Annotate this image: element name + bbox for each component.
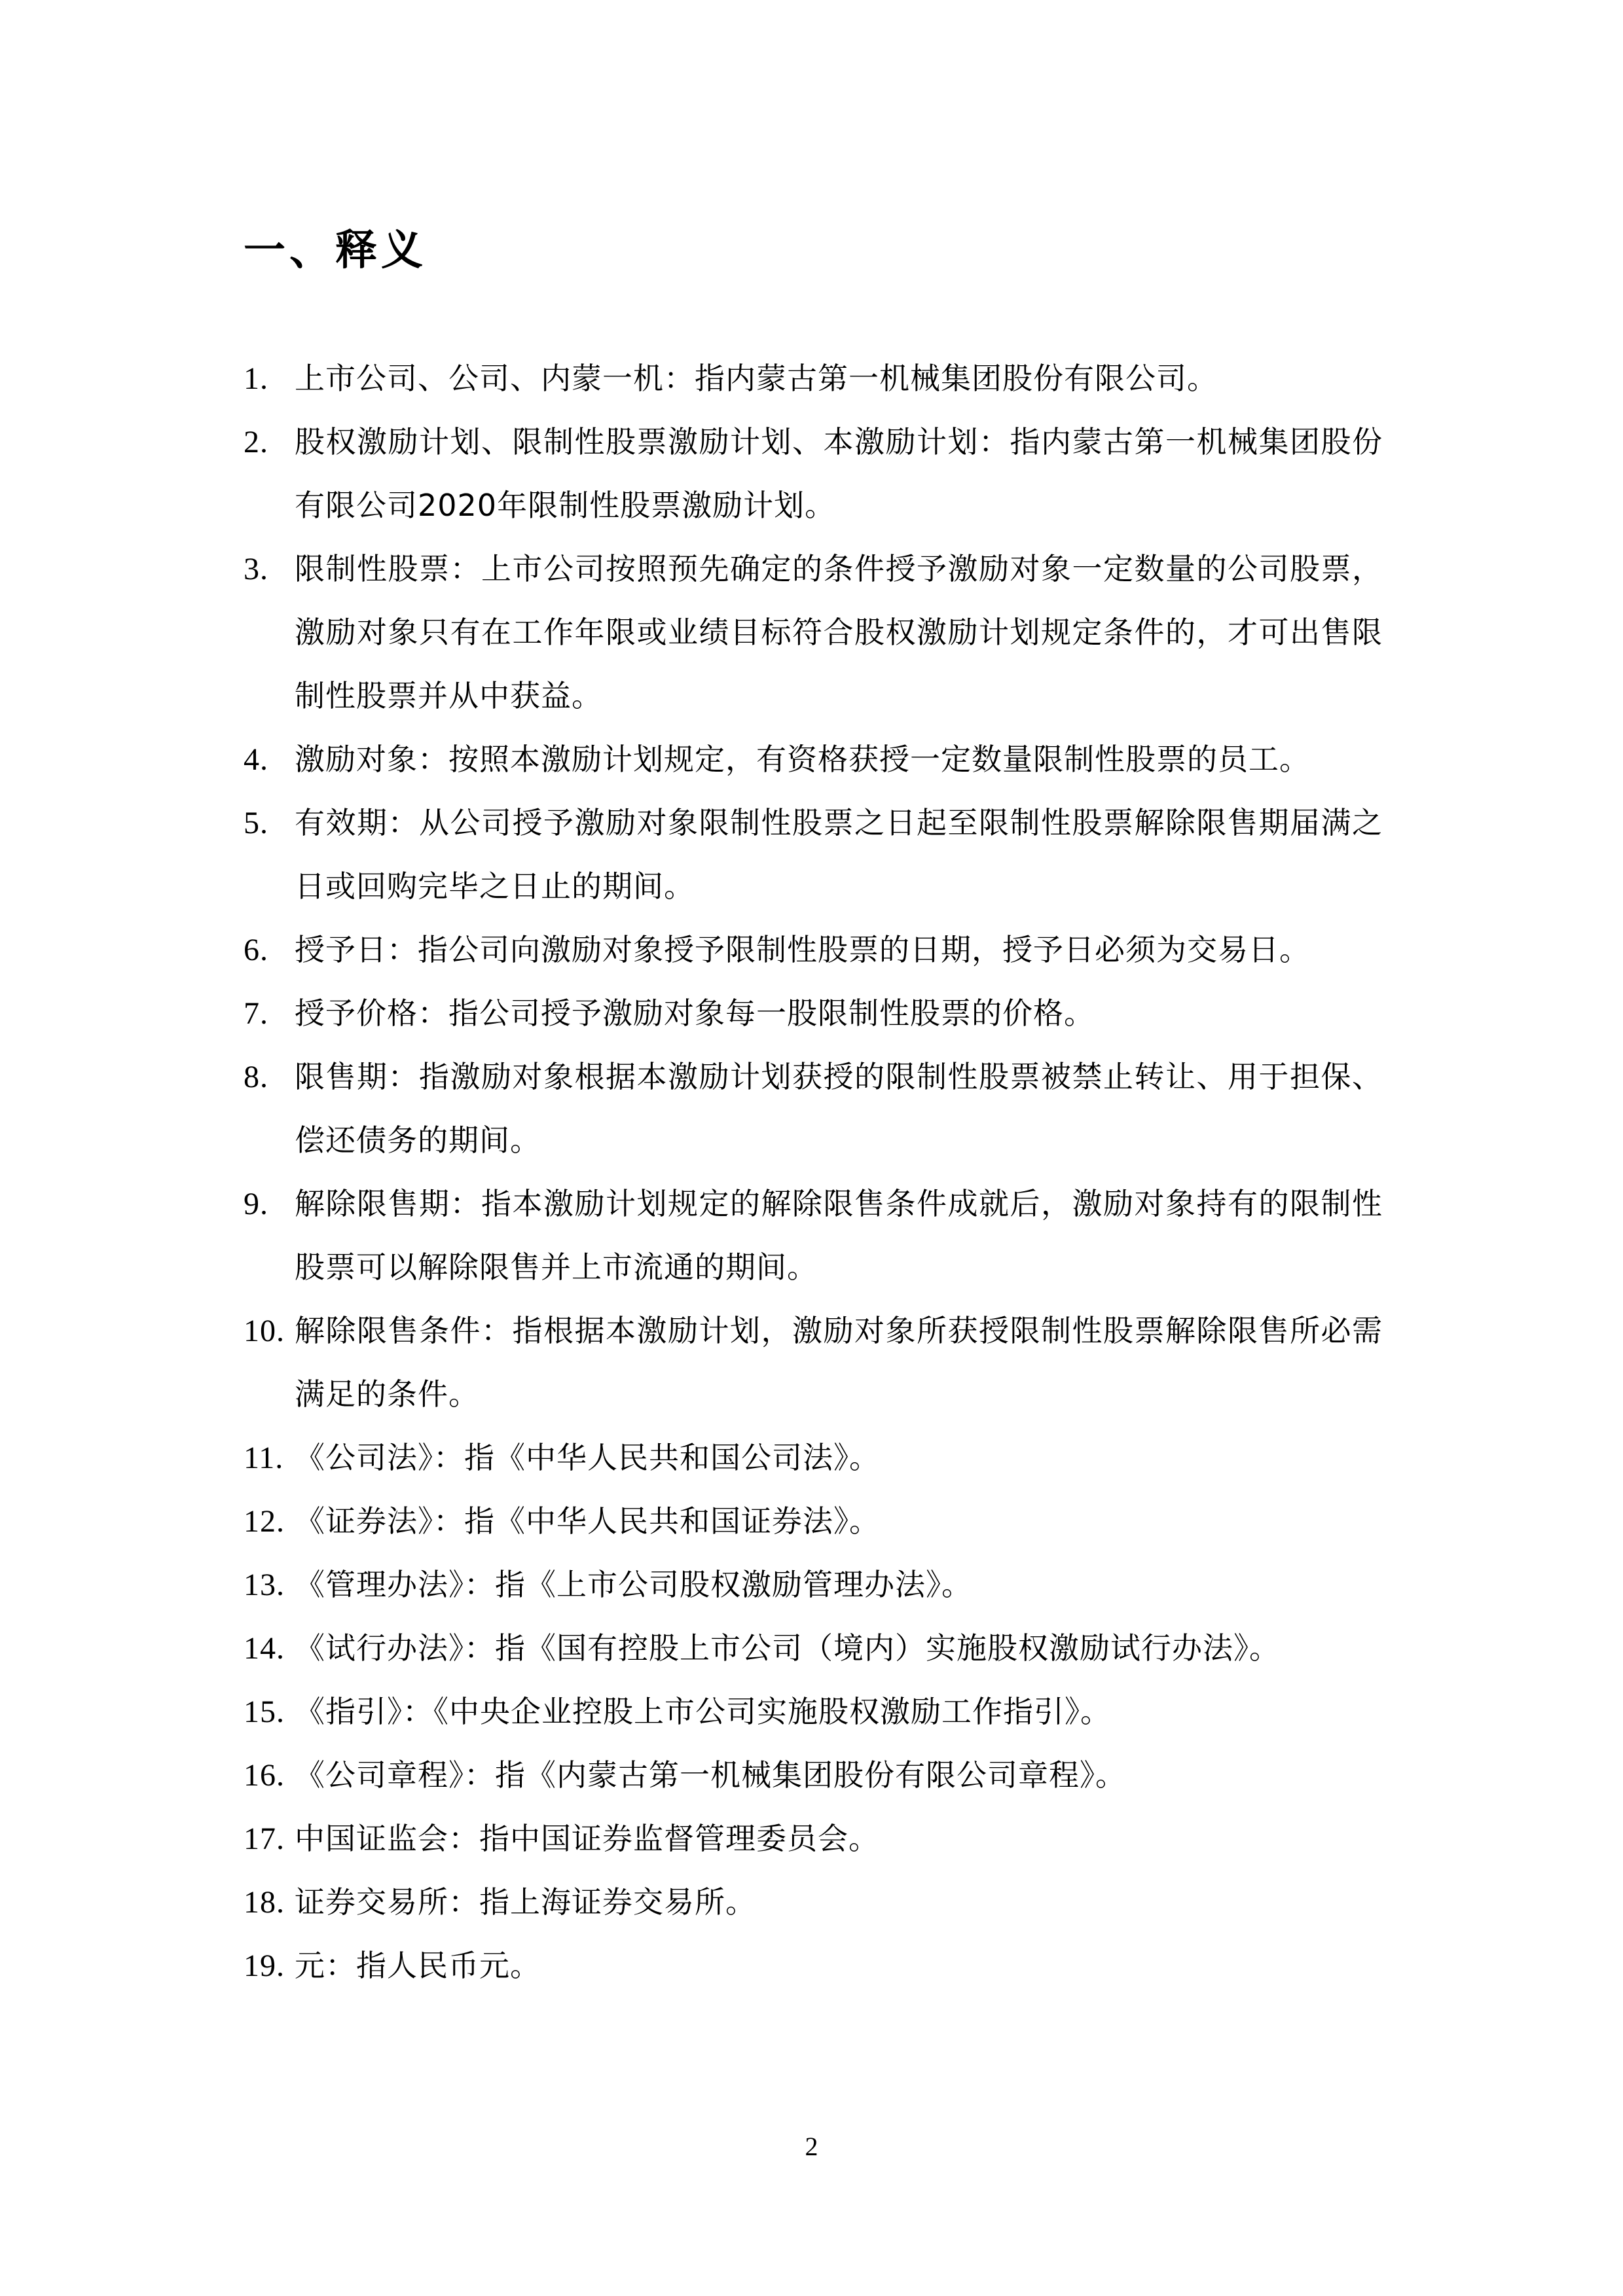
definition-item	[244, 982, 1383, 1045]
definition-number: 19.	[244, 1948, 285, 1983]
definition-number: 17.	[244, 1821, 285, 1856]
definition-item	[244, 410, 1383, 537]
definition-text: 《证券法》：指《中华人民共和国证券法》。	[295, 1503, 880, 1539]
definition-number: 9.	[244, 1187, 268, 1221]
definition-item	[244, 918, 1383, 982]
definition-item	[244, 1871, 1383, 1934]
definition-number: 18.	[244, 1885, 285, 1920]
definition-text: 解除限售期：指本激励计划规定的解除限售条件成就后，激励对象持有的限制性股票可以解除限售并上市流通的期间。	[295, 1186, 1383, 1285]
definition-number: 2.	[244, 425, 268, 459]
definition-number: 16.	[244, 1758, 285, 1793]
definition-item	[244, 728, 1383, 791]
definition-number: 10.	[244, 1314, 285, 1348]
definition-item	[244, 1045, 1383, 1172]
definition-item	[244, 1553, 1383, 1617]
definition-text: 激励对象：按照本激励计划规定，有资格获授一定数量限制性股票的员工。	[295, 742, 1310, 777]
definition-number: 1.	[244, 361, 268, 396]
definition-text: 授予日：指公司向激励对象授予限制性股票的日期，授予日必须为交易日。	[295, 932, 1310, 967]
definition-text: 证券交易所：指上海证券交易所。	[295, 1884, 756, 1920]
definition-item	[244, 347, 1383, 410]
definition-number: 7.	[244, 996, 268, 1031]
definition-text: 上市公司、公司、内蒙一机：指内蒙古第一机械集团股份有限公司。	[295, 361, 1218, 396]
definition-item	[244, 1934, 1383, 1998]
definition-number: 12.	[244, 1504, 285, 1539]
section-heading: 一、释义	[244, 225, 427, 275]
definition-text: 元：指人民币元。	[295, 1948, 541, 1983]
definition-text: 中国证监会：指中国证券监督管理委员会。	[295, 1821, 879, 1856]
definition-number: 14.	[244, 1631, 285, 1666]
definition-item	[244, 1426, 1383, 1490]
definition-number: 6.	[244, 933, 268, 967]
definition-number: 11.	[244, 1441, 284, 1475]
definition-text: 有效期：从公司授予激励对象限制性股票之日起至限制性股票解除限售期届满之日或回购完毕之日止的期间。	[295, 805, 1383, 904]
definition-text: 限售期：指激励对象根据本激励计划获授的限制性股票被禁止转让、用于担保、偿还债务的期间。	[295, 1059, 1383, 1158]
definition-text: 《公司章程》：指《内蒙古第一机械集团股份有限公司章程》。	[295, 1757, 1126, 1793]
definition-number: 3.	[244, 552, 268, 586]
definition-text: 股权激励计划、限制性股票激励计划、本激励计划：指内蒙古第一机械集团股份有限公司2020年限制性股票激励计划。	[295, 424, 1383, 523]
definition-item	[244, 1172, 1383, 1299]
definition-item	[244, 1617, 1383, 1680]
definition-item	[244, 537, 1383, 728]
definition-text: 《管理办法》：指《上市公司股权激励管理办法》。	[295, 1567, 972, 1602]
definition-text: 《公司法》：指《中华人民共和国公司法》。	[295, 1440, 880, 1475]
definition-item	[244, 1490, 1383, 1553]
definition-text: 限制性股票：上市公司按照预先确定的条件授予激励对象一定数量的公司股票，激励对象只有在工作年限或业绩目标符合股权激励计划规定条件的，才可出售限制性股票并从中获益。	[295, 551, 1383, 713]
definition-text: 授予价格：指公司授予激励对象每一股限制性股票的价格。	[295, 996, 1095, 1031]
definition-number: 4.	[244, 742, 268, 777]
definition-text: 解除限售条件：指根据本激励计划，激励对象所获授限制性股票解除限售所必需满足的条件。	[295, 1313, 1383, 1412]
definition-text: 《指引》：《中央企业控股上市公司实施股权激励工作指引》。	[295, 1694, 1111, 1729]
definition-item	[244, 1807, 1383, 1871]
definition-item	[244, 791, 1383, 918]
definition-text: 《试行办法》：指《国有控股上市公司（境内）实施股权激励试行办法》。	[295, 1630, 1280, 1666]
definition-number: 8.	[244, 1060, 268, 1094]
definition-item	[244, 1299, 1383, 1426]
definition-item	[244, 1744, 1383, 1807]
page-number: 2	[805, 2132, 818, 2161]
definition-number: 13.	[244, 1568, 285, 1602]
definition-number: 5.	[244, 806, 268, 840]
definition-item	[244, 1680, 1383, 1744]
definition-number: 15.	[244, 1695, 285, 1729]
definitions-list	[244, 347, 1383, 1998]
